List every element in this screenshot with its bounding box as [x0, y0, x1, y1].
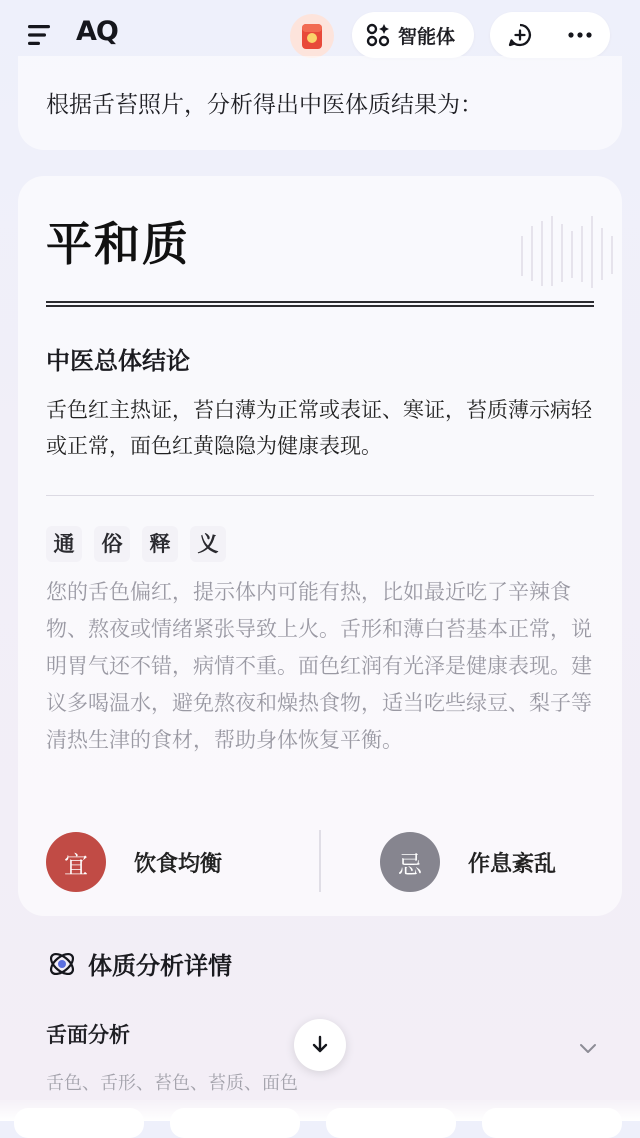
suggestion-chip[interactable] [326, 1108, 456, 1138]
suggestion-chip[interactable] [14, 1108, 144, 1138]
new-chat-icon[interactable] [507, 22, 533, 48]
plain-explanation-heading [46, 526, 226, 562]
advice-divider [319, 830, 321, 892]
red-packet-icon[interactable] [290, 14, 334, 58]
recommended-badge: 宜 [46, 832, 106, 892]
decorative-wave [402, 186, 622, 306]
app-logo: AQ [76, 16, 118, 47]
constitution-analysis-icon [46, 948, 78, 980]
chevron-down-icon[interactable] [578, 1042, 598, 1056]
scroll-down-button[interactable] [294, 1019, 346, 1071]
heading-char: 通 [46, 526, 82, 562]
avoid-text: 作息紊乱 [468, 851, 557, 877]
agent-icon [366, 23, 390, 47]
plain-explanation-text: 您的舌色偏红，提示体内可能有热，比如最近吃了辛辣食物、熬夜或情绪紧张导致上火。舌形和薄白苔基本正常，说明胃气还不错，病情不重。面色红润有光泽是健康表现。建议多喝温水，避免熬夜和燥热食物，适当吃些绿豆、梨子等清热生津的食材，帮助身体恢复平衡。 [46, 580, 592, 752]
advice-avoid [380, 832, 556, 892]
heading-char: 释 [142, 526, 178, 562]
constitution-title: 平和质 [46, 217, 190, 271]
tongue-analysis-heading[interactable]: 舌面分析 [46, 1023, 130, 1047]
intro-text: 根据舌苔照片，分析得出中医体质结果为： [46, 92, 483, 118]
menu-icon[interactable] [28, 24, 54, 46]
title-divider [46, 301, 594, 307]
agent-label: 智能体 [398, 25, 456, 48]
recommended-text: 饮食均衡 [134, 851, 223, 877]
agent-button[interactable] [352, 12, 474, 58]
tongue-analysis-subtitle: 舌色、舌形、苔色、苔质、面色 [46, 1073, 298, 1094]
details-title: 体质分析详情 [88, 952, 232, 980]
heading-char: 俗 [94, 526, 130, 562]
conclusion-heading: 中医总体结论 [46, 347, 190, 375]
suggestion-chip[interactable] [482, 1108, 622, 1138]
arrow-down-icon [309, 1034, 331, 1056]
section-divider [46, 495, 594, 496]
conclusion-text: 舌色红主热证，苔白薄为正常或表证、寒证，苔质薄示病轻或正常，面色红黄隐隐为健康表现。 [46, 398, 592, 458]
avoid-badge: 忌 [380, 832, 440, 892]
advice-recommended [46, 832, 222, 892]
action-pill [490, 12, 610, 58]
details-heading [46, 946, 232, 981]
more-icon[interactable] [567, 22, 593, 48]
suggestion-chip[interactable] [170, 1108, 300, 1138]
heading-char: 义 [190, 526, 226, 562]
